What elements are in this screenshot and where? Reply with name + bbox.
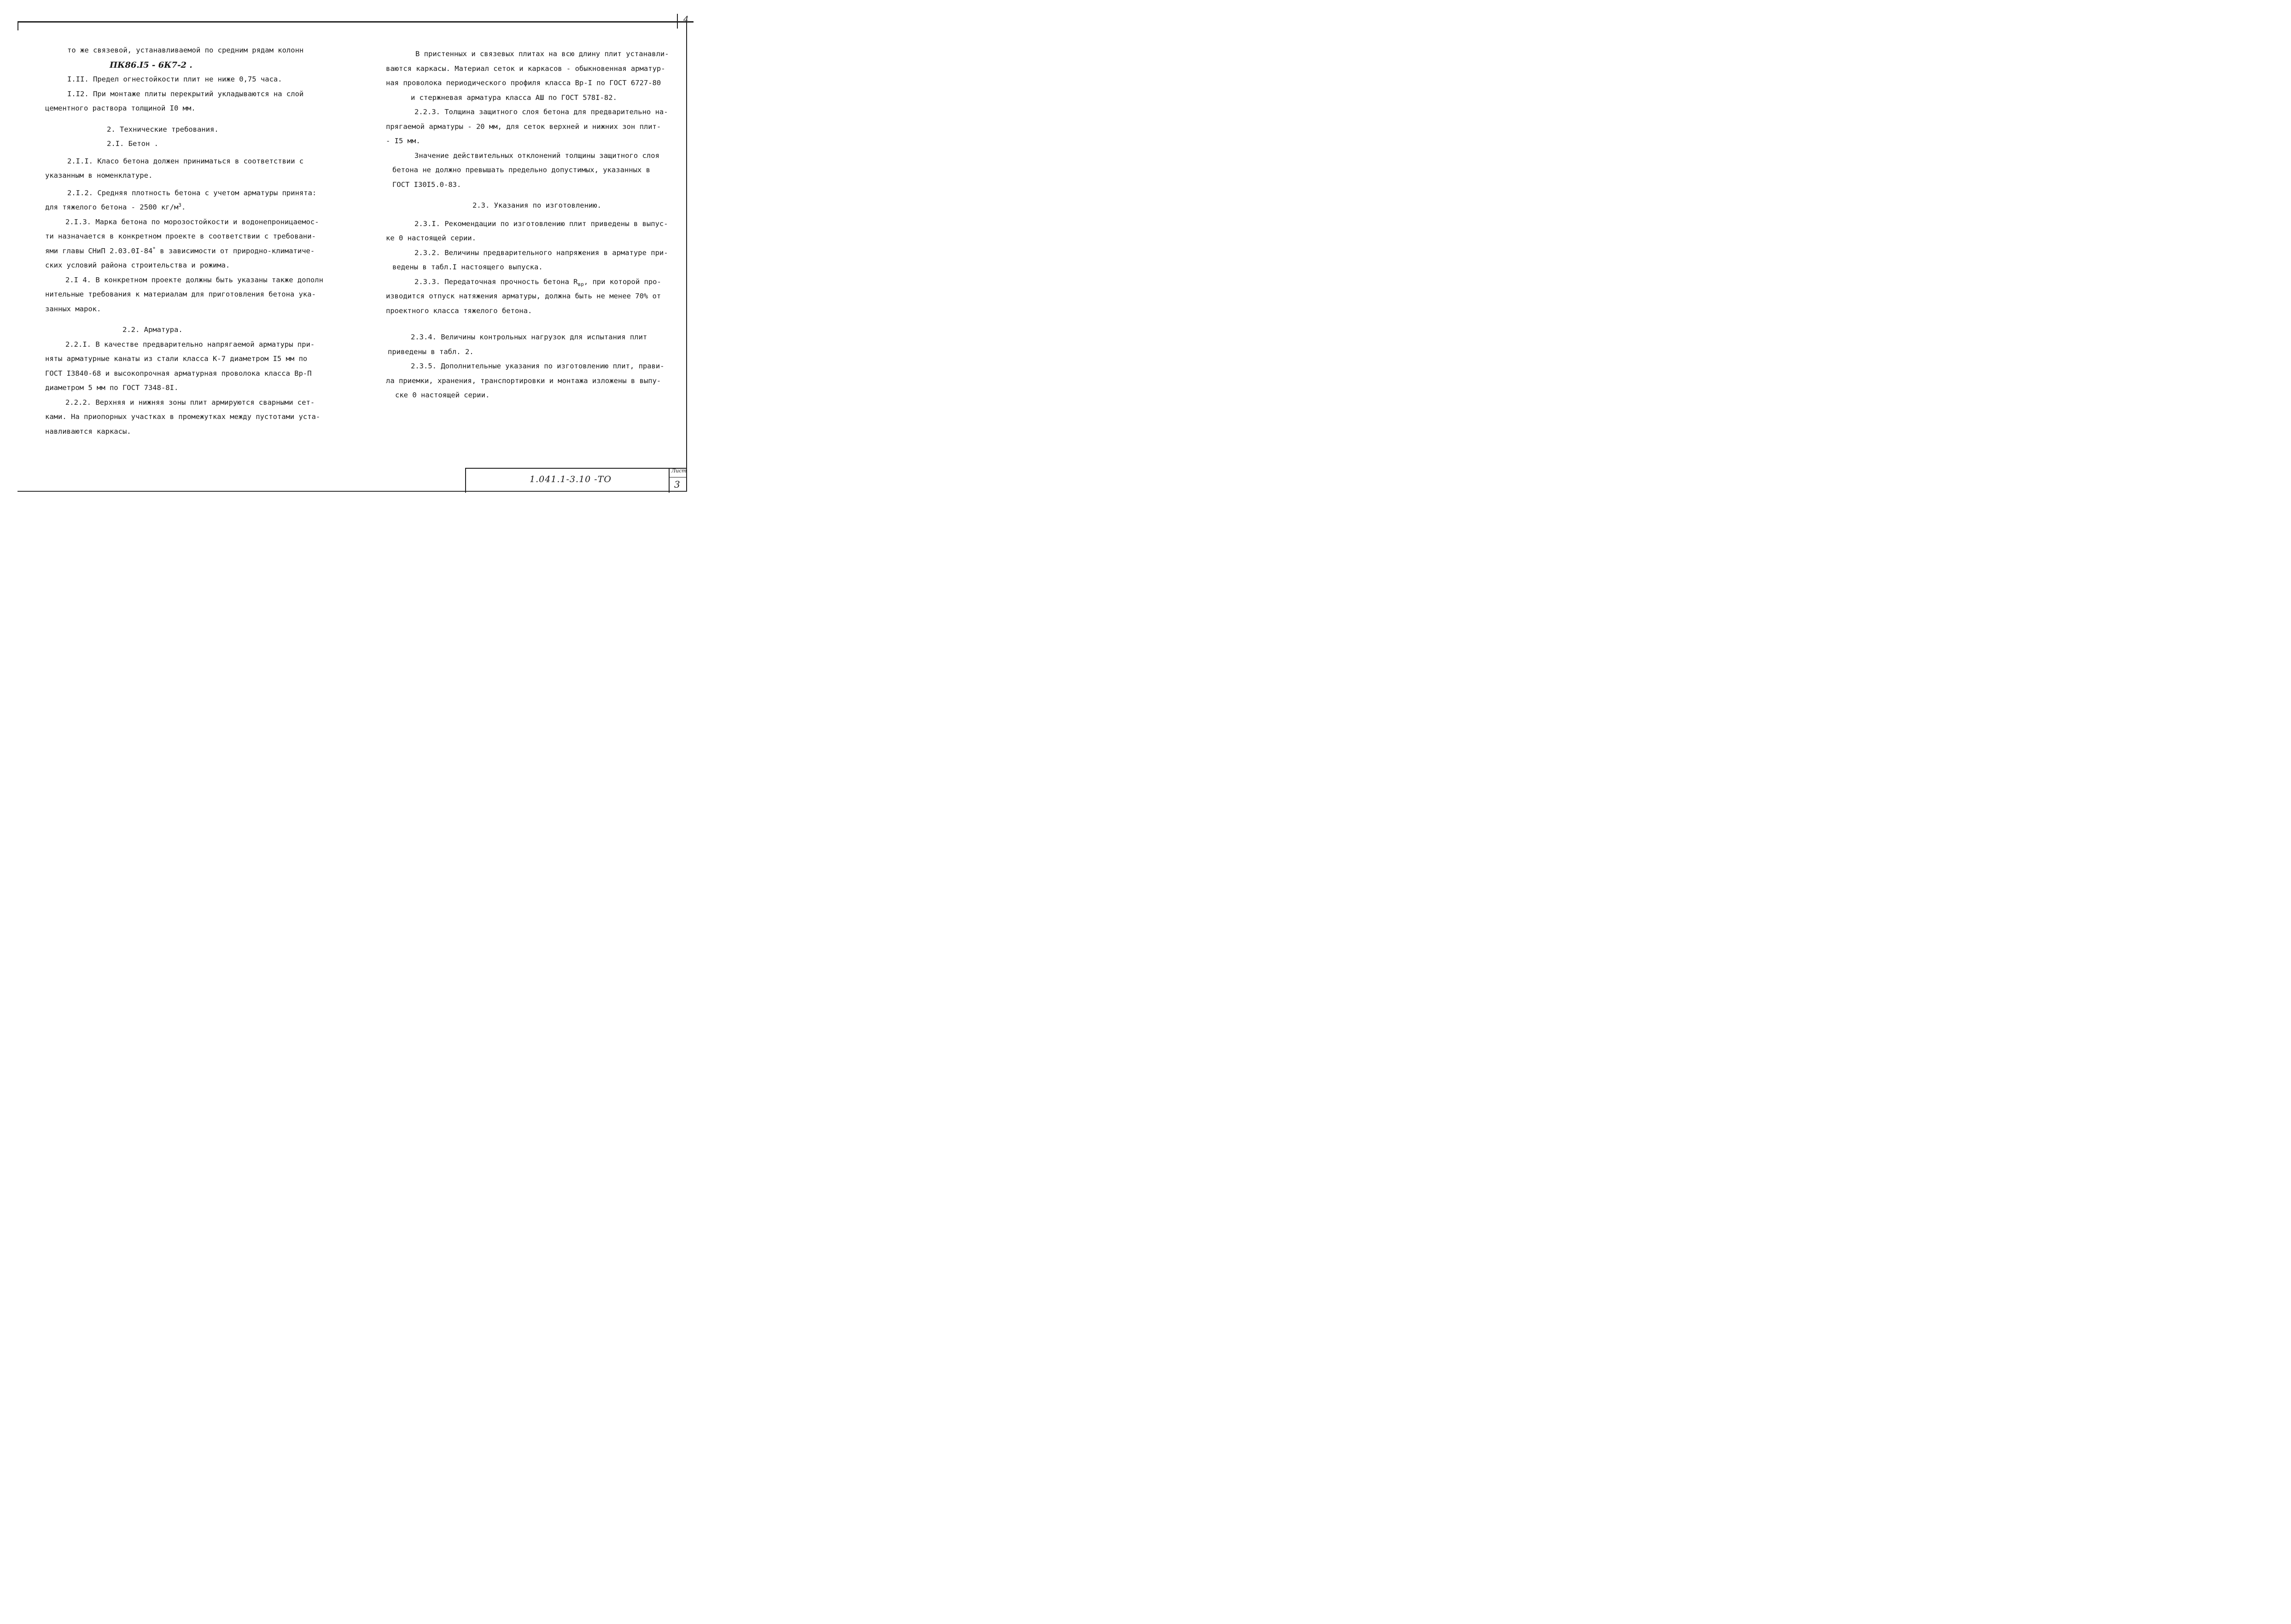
text-line: навливаются каркасы. [45,427,131,436]
text-line: ГОСТ I3840-68 и высокопрочная арматурная проволока класса Вр-П [45,369,312,378]
text-line: приведены в табл. 2. [388,347,474,356]
text-line: прягаемой арматуры - 20 мм, для сеток верхней и нижних зон плит- [386,122,661,131]
text-line: - I5 мм. [386,137,420,145]
frame-left-line [17,21,18,30]
text-line: 2.2.I. В качестве предварительно напрягаемой арматуры при- [65,340,315,349]
text-line: 2.I 4. В конкретном проекте должны быть указаны также дополн [65,275,323,284]
text-line: 2.3.I. Рекомендации по изготовлению плит приведены в выпус- [414,219,668,228]
text-line: ками. На приопорных участках в промежутках между пустотами уста- [45,413,321,421]
document-code: 1.041.1-3.10 -ТО [530,474,612,484]
text-line: занных марок. [45,304,101,313]
text-line: I.I2. При монтаже плиты перекрытий укладываются на слой [67,89,304,98]
corner-page-number: 4 [683,15,689,24]
text-line: ских условий района строительства и рожима. [45,261,230,269]
text-line: для тяжелого бетона - 2500 $кг/м^3$. [45,202,186,211]
text-line: ведены в табл.I настоящего выпуска. [392,263,543,271]
frame-top-line [17,21,694,23]
text-line: нительные требования к материалам для приготовления бетона ука- [45,290,316,298]
text-line: I.II. Предел огнестойкости плит не ниже 0,75 часа. [67,75,282,83]
text-line: ваются каркасы. Материал сеток и каркасов - обыкновенная арматур- [386,64,665,73]
text-line: бетона не должно превышать предельно допустимых, указанных в [392,166,650,174]
section-heading: 2. Технические требования. [107,125,219,134]
text-line: ске 0 настоящей серии. [395,391,490,399]
left-text-column [45,43,323,439]
text-line: изводится отпуск натяжения арматуры, должна быть не менее 70% от [386,292,661,300]
text-line: В пристенных и связевых плитах на всю длину плит устанавли- [415,50,669,58]
right-text-column [386,47,669,403]
text-line: 2.2.3. Толщина защитного слоя бетона для предварительно на- [414,108,668,116]
text-line: и стержневая арматура класса АШ по ГОСТ 578I-82. [411,93,617,102]
text-line: 2.I.3. Марка бетона по морозостойкости и водонепроницаемос- [65,217,319,226]
text-line: ГОСТ I30I5.0-83. [392,180,461,189]
text-line: 2.I.2. Средняя плотность бетона с учетом арматуры принята: [67,188,317,197]
text-line: 2.3.3. Передаточная прочность бетона $R_{вр}$, при которой про- [414,277,661,287]
product-mark: ПК86.I5 - 6К7-2 . [110,60,192,70]
text-line: проектного класса тяжелого бетона. [386,306,532,315]
text-line: Значение действительных отклонений толщины защитного слоя [414,151,659,160]
text-line: 2.3.2. Величины предварительного напряжения в арматуре при- [414,248,668,257]
sheet-label: Лист [671,468,687,474]
subsection-heading: 2.I. Бетон . [107,140,158,148]
text-line: цементного раствора толщиной I0 мм. [45,104,196,112]
subsection-heading: 2.3. Указания по изготовлению. [472,201,601,210]
text-line: 2.3.4. Величины контрольных нагрузок для испытания плит [411,333,647,341]
subsection-heading: 2.2. Арматура. [122,326,183,334]
text-line: ке 0 настоящей серии. [386,234,476,242]
text-line: ями главы СНиП 2.03.0I-84* в зависимости от природно-климатиче- [45,245,315,255]
text-line: ная проволока периодического профиля класса Вр-I по ГОСТ 6727-80 [386,79,661,87]
sheet-number: 3 [674,479,680,490]
text-line: то же связевой, устанавливаемой по средним рядам колонн [67,46,304,54]
frame-right-line [686,21,687,492]
text-line: ла приемки, хранения, транспортировки и монтажа изложены в выпу- [386,376,661,385]
text-line: указанным в номенклатуре. [45,171,153,180]
text-line: 2.2.2. Верхняя и нижняя зоны плит армируются сварными сет- [65,398,315,407]
text-line: диаметром 5 мм по ГОСТ 7348-8I. [45,384,179,392]
text-line: 2.3.5. Дополнительные указания по изготовлению плит, прави- [411,362,665,370]
frame-top-tick [677,14,678,29]
text-line: няты арматурные канаты из стали класса К-7 диаметром I5 мм по [45,355,308,363]
text-line: 2.I.I. Класо бетона должен приниматься в соответствии с [67,157,304,165]
text-line: ти назначается в конкретном проекте в соответствии с требовани- [45,232,316,240]
